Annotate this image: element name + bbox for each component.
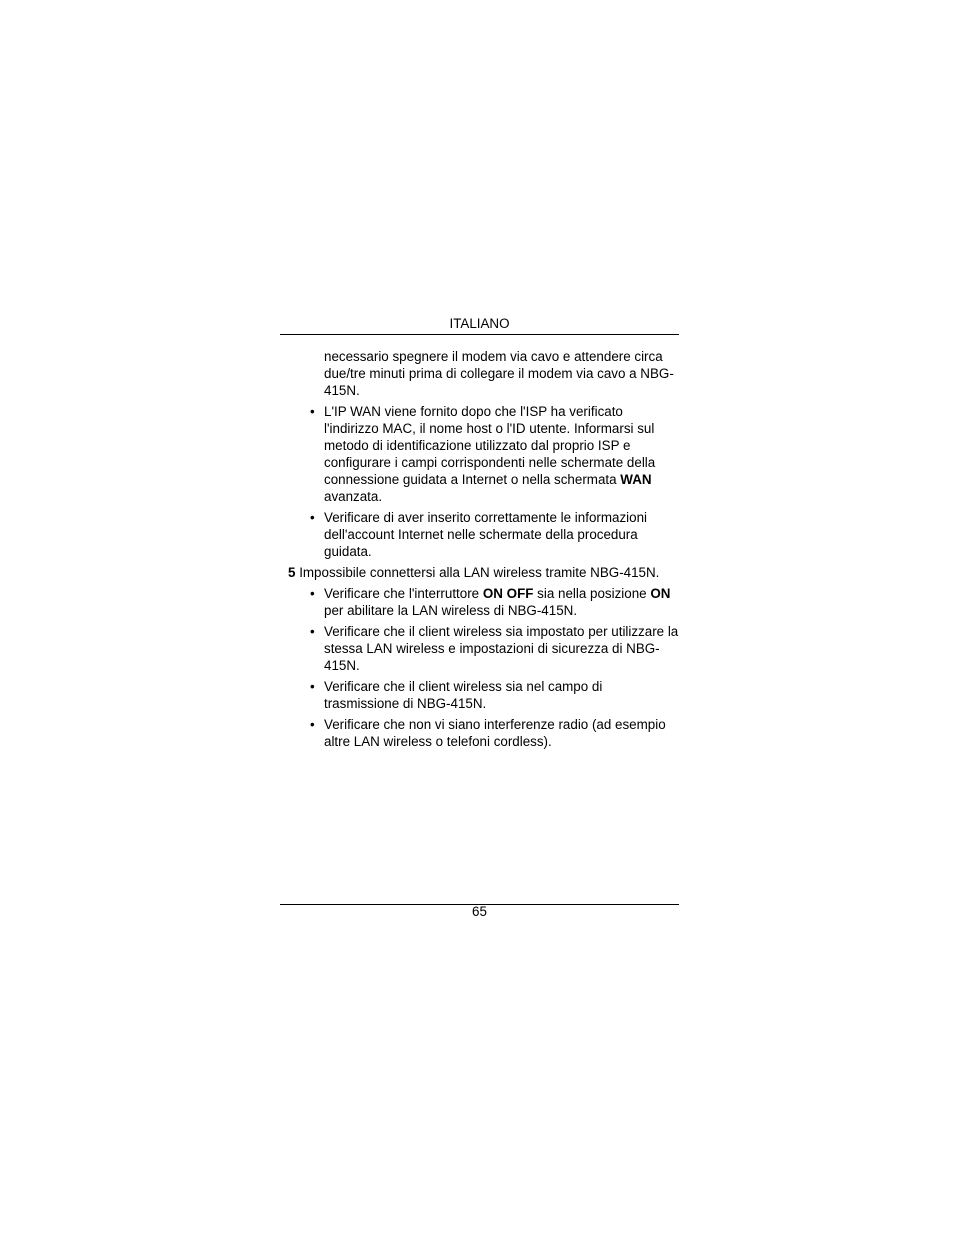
bullet-icon: • bbox=[310, 717, 315, 732]
bullet-icon: • bbox=[310, 624, 315, 639]
bullet-icon: • bbox=[310, 404, 315, 419]
list-item: • L'IP WAN viene fornito dopo che l'ISP ha verificato l'indirizzo MAC, il nome host o l'ID utente. Informarsi sul metodo di identificazione utilizzato dal proprio ISP e configurare i campi corrispondenti nelle schermate della connessione guidata a Internet o nella schermata WAN avanzata. bbox=[310, 404, 656, 504]
list-item: • Verificare che l'interruttore ON OFF sia nella posizione ON per abilitare la LAN wireless di NBG-415N. bbox=[310, 586, 671, 618]
list-item: • Verificare di aver inserito correttamente le informazioni dell'account Internet nelle schermate della procedura guidata. bbox=[310, 510, 648, 559]
bullet-icon: • bbox=[310, 510, 315, 525]
step-number: 5 bbox=[288, 565, 296, 580]
list-item: • Verificare che non vi siano interferenze radio (ad esempio altre LAN wireless o telefoni cordless). bbox=[310, 717, 666, 749]
bullet-icon: • bbox=[310, 586, 315, 601]
step-5 bbox=[280, 564, 680, 581]
continuation-paragraph: necessario spegnere il modem via cavo e attendere circa due/tre minuti prima di collegare il modem via cavo a NBG-415N. bbox=[324, 349, 674, 398]
step-text: Impossibile connettersi alla LAN wireless tramite NBG-415N. bbox=[299, 565, 660, 580]
page-number: 65 bbox=[472, 904, 487, 919]
list-item: • Verificare che il client wireless sia impostato per utilizzare la stessa LAN wireless e impostazioni di sicurezza di NBG-415N. bbox=[310, 624, 679, 673]
list-item: • Verificare che il client wireless sia nel campo di trasmissione di NBG-415N. bbox=[310, 679, 603, 711]
bullet-icon: • bbox=[310, 679, 315, 694]
header-rule bbox=[280, 334, 679, 335]
page-header: ITALIANO bbox=[449, 316, 510, 331]
body-text bbox=[280, 348, 680, 754]
